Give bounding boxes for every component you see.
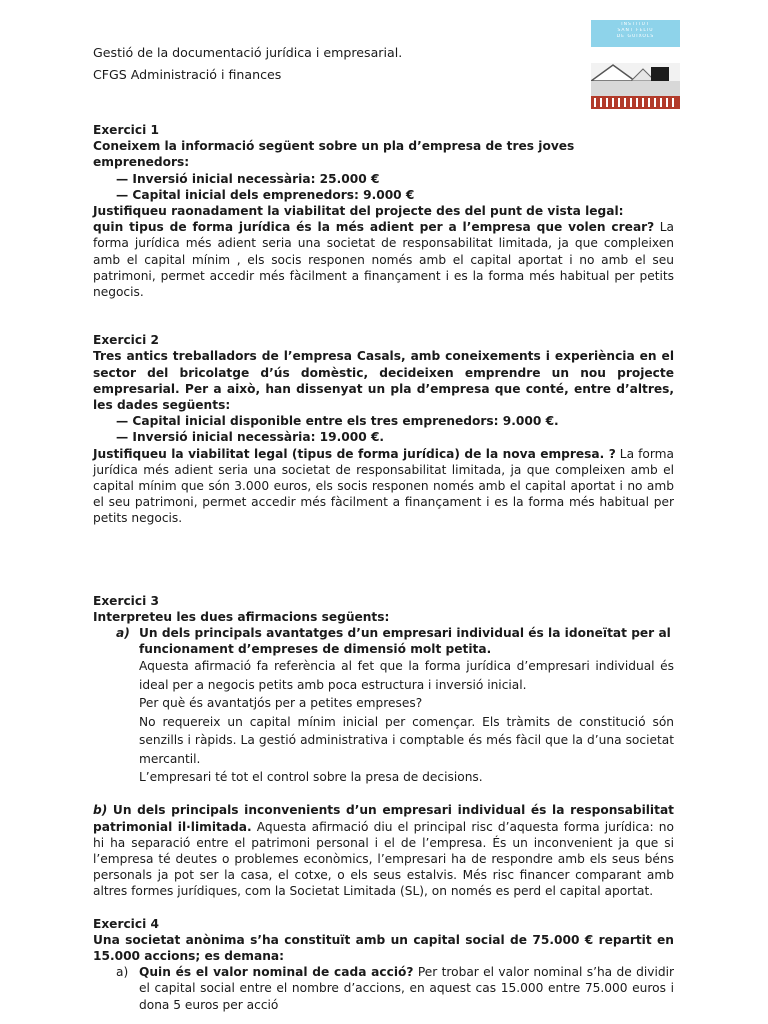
ex1-item-capital: — Capital inicial dels emprenedors: 9.000 € bbox=[116, 187, 415, 202]
ex3-a-label: a) bbox=[116, 626, 130, 641]
ex3-title: Exercici 3 bbox=[93, 593, 159, 608]
ex1-title: Exercici 1 bbox=[93, 123, 159, 137]
logo-text-3: DE GUÍXOLS bbox=[616, 34, 655, 39]
logo-text-1: INSTITUT bbox=[621, 22, 650, 27]
ex1-answer: La forma jurídica més adient seria una societat de responsabilitat limitada, ja que compleixen amb el capital mínim , els socis responen només amb el capital aportat i no amb el seu patrimoni, permet accedir més fàcilment a finançament i es la forma més habitual per petits negocis. bbox=[93, 220, 674, 300]
header-course: CFGS Administració i finances bbox=[93, 67, 282, 82]
ex2-question: Justifiqueu la viabilitat legal (tipus de forma jurídica) de la nova empresa. ? bbox=[93, 446, 616, 461]
ex4-a-label: a) bbox=[116, 965, 129, 980]
ex3-a-answer bbox=[93, 657, 674, 786]
ex1-question: quin tipus de forma jurídica és la més adient per a l’empresa que volen crear? bbox=[93, 220, 655, 235]
ex2-qa bbox=[93, 446, 674, 527]
ex1-qa bbox=[93, 219, 674, 300]
ex2-title: Exercici 2 bbox=[93, 333, 159, 348]
ex4-a-content bbox=[139, 964, 674, 1013]
ex1-item-investment: — Inversió inicial necessària: 25.000 € bbox=[116, 171, 380, 186]
ex2-item-capital: — Capital inicial disponible entre els tres emprenedors: 9.000 €. bbox=[116, 414, 559, 429]
ex2-intro: Tres antics treballadors de l’empresa Casals, amb coneixements i experiència en el sector del bricolatge d’ús domèstic, decideixen emprendre un nou projecte empresarial. Per a això, han dissenyat un pla d’empresa que conté, entre d’altres, les dades següents: bbox=[93, 349, 674, 413]
ex1-intro: Coneixem la informació següent sobre un pla d’empresa de tres joves emprenedors: bbox=[93, 139, 575, 170]
ex3-b-answer: Aquesta afirmació diu el principal risc d’aquesta forma jurídica: no hi ha separació entre el patrimoni personal i el de l’empresa. És un inconvenient ja que si l’empresa té deutes o problemes econòmics, l’empresari ha de respondre amb els seus béns personals ja pot ser la casa, el cotxe, o els seus estalvis. Més risc financer comparant amb altres formes jurídiques, com la Societat Limitada (SL), on només es perd el capital aportat. bbox=[93, 819, 674, 899]
ex3-intro: Interpreteu les dues afirmacions següents: bbox=[93, 609, 390, 624]
ex3-a-statement: Un dels principals avantatges d’un empresari individual és la idoneïtat per al funcionament d’empreses de dimensió molt petita. bbox=[139, 626, 671, 657]
ex3-a-paragraph-4: L’empresari té tot el control sobre la presa de decisions. bbox=[139, 769, 483, 784]
ex2-item-investment: — Inversió inicial necessària: 19.000 €. bbox=[116, 430, 385, 445]
institute-logo bbox=[591, 20, 680, 109]
document-body bbox=[93, 122, 674, 1013]
ex3-b-label: b) bbox=[93, 803, 108, 818]
ex4-item-a bbox=[93, 964, 674, 1013]
ex4-intro: Una societat anònima s’ha constituït amb un capital social de 75.000 € repartit en 15.000 accions; es demana: bbox=[93, 932, 674, 963]
ex3-a-paragraph-3: No requereix un capital mínim inicial per començar. Els tràmits de constitució són senzills i ràpids. La gestió administrativa i comptable és més fàcil que la d’una societat mercantil. bbox=[139, 714, 674, 766]
ex3-item-a bbox=[93, 625, 674, 657]
ex1-justify: Justifiqueu raonadament la viabilitat del projecte des del punt de vista legal: bbox=[93, 204, 624, 219]
ex3-b-statement: Un dels principals inconvenients d’un empresari individual és la responsabilitat patrimonial il·limitada. bbox=[93, 803, 674, 834]
ex2-answer: La forma jurídica més adient seria una societat de responsabilitat limitada, ja que compleixen amb el capital mínim que són 3.000 euros, els socis responen només amb el capital aportat i no amb el seu patrimoni, permet accedir més fàcilment a finançament i es la forma més habitual per petits negocis. bbox=[93, 446, 674, 526]
ex3-item-b bbox=[93, 802, 674, 899]
ex4-a-question: Quin és el valor nominal de cada acció? bbox=[139, 965, 414, 980]
logo-text-block bbox=[591, 20, 680, 47]
ex4-a-answer: Per trobar el valor nominal s’ha de dividir el capital social entre el nombre d’accions, en aquest cas 15.000 entre 75.000 euros i dona 5 euros per acció bbox=[139, 965, 674, 1012]
ex3-a-paragraph-2: Per què és avantatjós per a petites empreses? bbox=[139, 696, 423, 711]
ex3-a-paragraph-1: Aquesta afirmació fa referència al fet que la forma jurídica d’empresari individual és ideal per a negocis petits amb poca estructura i inversió inicial. bbox=[139, 659, 674, 692]
header-subject: Gestió de la documentació jurídica i empresarial. bbox=[93, 45, 403, 60]
logo-text-2: SANT FELIU bbox=[617, 28, 654, 33]
logo-building-image bbox=[591, 63, 680, 109]
ex4-title: Exercici 4 bbox=[93, 916, 159, 931]
